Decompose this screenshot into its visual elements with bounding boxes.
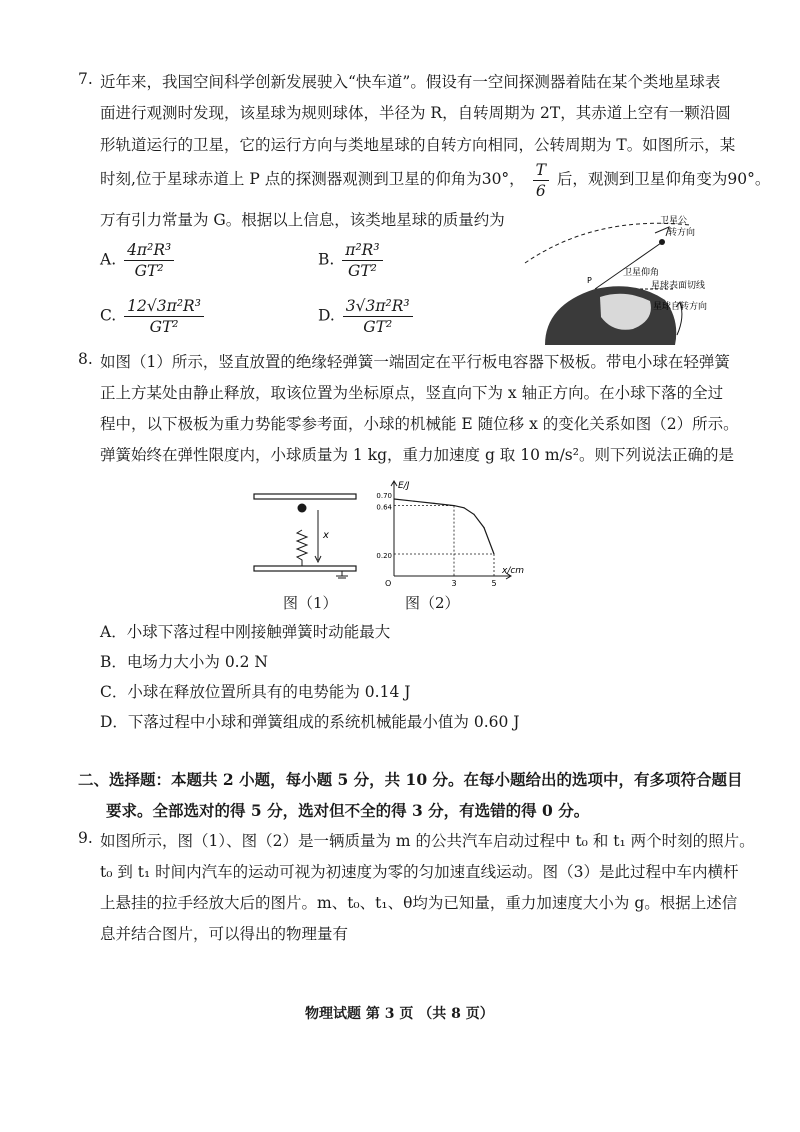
frac-num: 3√3π²R³ — [343, 296, 413, 317]
rotation-label: 星球自转方向 — [653, 302, 708, 312]
page-footer: 物理试题 第 3 页 （共 8 页） — [305, 1006, 494, 1022]
option-label: C. — [100, 306, 117, 325]
q7-frac-num: T — [533, 160, 549, 181]
q8-option-c: C．小球在释放位置所具有的电势能为 0.14 J — [100, 683, 411, 701]
charged-ball — [298, 504, 307, 513]
upper-plate — [254, 494, 356, 499]
frac-num: 12√3π²R³ — [124, 296, 204, 317]
q9-line-4: 息并结合图片，可以得出的物理量有 — [100, 925, 349, 943]
energy-chart — [376, 478, 525, 588]
satellite-direction-arrow — [655, 227, 669, 236]
frac-den: GT² — [149, 318, 179, 336]
q8-option-a: A．小球下落过程中刚接触弹簧时动能最大 — [100, 623, 391, 641]
option-fraction — [124, 296, 204, 337]
q7-option-d — [318, 296, 416, 337]
spring — [297, 530, 307, 566]
tangent-label: 星球表面切线 — [651, 281, 706, 291]
data-point — [453, 505, 454, 506]
data-point — [393, 498, 394, 499]
y-tick-label: 0.20 — [376, 552, 392, 560]
q8-line-2: 正上方某处由静止释放，取该位置为坐标原点，竖直向下为 x 轴正方向。在小球下落的全过 — [100, 384, 724, 402]
q7-orbit-figure — [515, 205, 730, 345]
x-axis-label: x — [323, 530, 329, 541]
frac-den: GT² — [347, 262, 377, 280]
frac-den: GT² — [363, 318, 393, 336]
option-fraction — [343, 296, 413, 337]
q7-number: 7. — [78, 70, 93, 88]
data-point — [463, 507, 464, 508]
frac-num: 4π²R³ — [124, 240, 174, 261]
y-axis-label: E/J — [398, 481, 410, 491]
series-line-E — [394, 499, 494, 554]
q8-line-4: 弹簧始终在弹性限度内，小球质量为 1 kg，重力加速度 g 取 10 m/s²。则下列说法正确的是 — [100, 446, 734, 464]
capacitor-spring-figure — [250, 490, 360, 580]
lower-plate — [254, 566, 356, 571]
q9-line-2: t₀ 到 t₁ 时间内汽车的运动可视为初速度为零的匀加速直线运动。图（3）是此过程中车内横杆 — [100, 863, 739, 881]
origin-label: O — [385, 579, 392, 588]
q7-option-c — [100, 296, 207, 337]
y-tick-label: 0.70 — [376, 492, 392, 500]
q7-line-4-text: 时刻,位于星球赤道上 P 点的探测器观测到卫星的仰角为30°， — [100, 170, 525, 188]
satellite-label-1: 卫星公 — [660, 216, 688, 226]
q8-line-3: 程中，以下极板为重力势能零参考面，小球的机械能 E 随位移 x 的变化关系如图（2）所示。 — [100, 415, 739, 433]
frac-den: GT² — [134, 262, 164, 280]
q8-number: 8. — [78, 350, 93, 368]
section2-line-1: 二、选择题：本题共 2 小题，每小题 5 分，共 10 分。在每小题给出的选项中，有多项符合题目 — [78, 770, 743, 789]
section2-line-2: 要求。全部选对的得 5 分，选对但不全的得 3 分，有选错的得 0 分。 — [106, 801, 590, 820]
elevation-label: 卫星仰角 — [623, 268, 660, 278]
q7-inline-fraction — [533, 160, 549, 201]
q7-line-4-tail: 后，观测到卫星仰角变为90°。 — [556, 170, 771, 188]
q7-line-1: 近年来，我国空间科学创新发展驶入“快车道”。假设有一空间探测器着陆在某个类地星球表 — [100, 73, 721, 91]
q7-option-b — [318, 240, 386, 281]
q7-option-a — [100, 240, 177, 281]
x-tick-label: 3 — [451, 579, 457, 588]
data-point — [493, 553, 494, 554]
q7-line-4 — [100, 160, 770, 201]
q9-line-3: 上悬挂的拉手经放大后的图片。m、t₀、t₁、θ均为已知量，重力加速度大小为 g。根据上述信 — [100, 894, 738, 912]
q8-option-b: B．电场力大小为 0.2 N — [100, 653, 268, 671]
q8-option-d: D．下落过程中小球和弹簧组成的系统机械能最小值为 0.60 J — [100, 713, 520, 731]
option-label: D. — [318, 306, 335, 325]
x-axis-label: x/cm — [502, 566, 525, 576]
option-fraction — [342, 240, 382, 281]
q8-line-1: 如图（1）所示，竖直放置的绝缘轻弹簧一端固定在平行板电容器下极板。带电小球在轻弹簧 — [100, 353, 730, 371]
frac-num: π²R³ — [342, 240, 382, 261]
q7-line-5: 万有引力常量为 G。根据以上信息，该类地星球的质量约为 — [100, 211, 505, 229]
fig1-caption: 图（1） — [283, 594, 338, 612]
satellite-label-2: 转方向 — [668, 228, 696, 238]
q9-line-1: 如图所示，图（1）、图（2）是一辆质量为 m 的公共汽车启动过程中 t₀ 和 t₁ 两个时刻的照片。 — [100, 832, 755, 850]
fig2-caption: 图（2） — [405, 594, 460, 612]
q7-frac-den: 6 — [535, 182, 546, 200]
x-tick-label: 5 — [491, 579, 497, 588]
y-tick-label: 0.64 — [376, 503, 392, 512]
data-point — [433, 503, 434, 504]
data-point — [473, 514, 474, 515]
satellite-orbit-arc — [525, 223, 690, 263]
option-fraction — [124, 240, 174, 281]
q7-line-3: 形轨道运行的卫星，它的运行方向与类地星球的自转方向相同，公转周期为 T。如图所示，某 — [100, 136, 736, 154]
data-point — [483, 527, 484, 528]
option-label: B. — [318, 250, 335, 269]
option-label: A. — [100, 250, 117, 269]
q9-number: 9. — [78, 829, 93, 847]
data-point — [413, 501, 414, 502]
point-p-label: P — [587, 276, 592, 285]
q7-line-2: 面进行观测时发现，该星球为规则球体，半径为 R，自转周期为 2T，其赤道上空有一颗沿圆 — [100, 104, 731, 122]
